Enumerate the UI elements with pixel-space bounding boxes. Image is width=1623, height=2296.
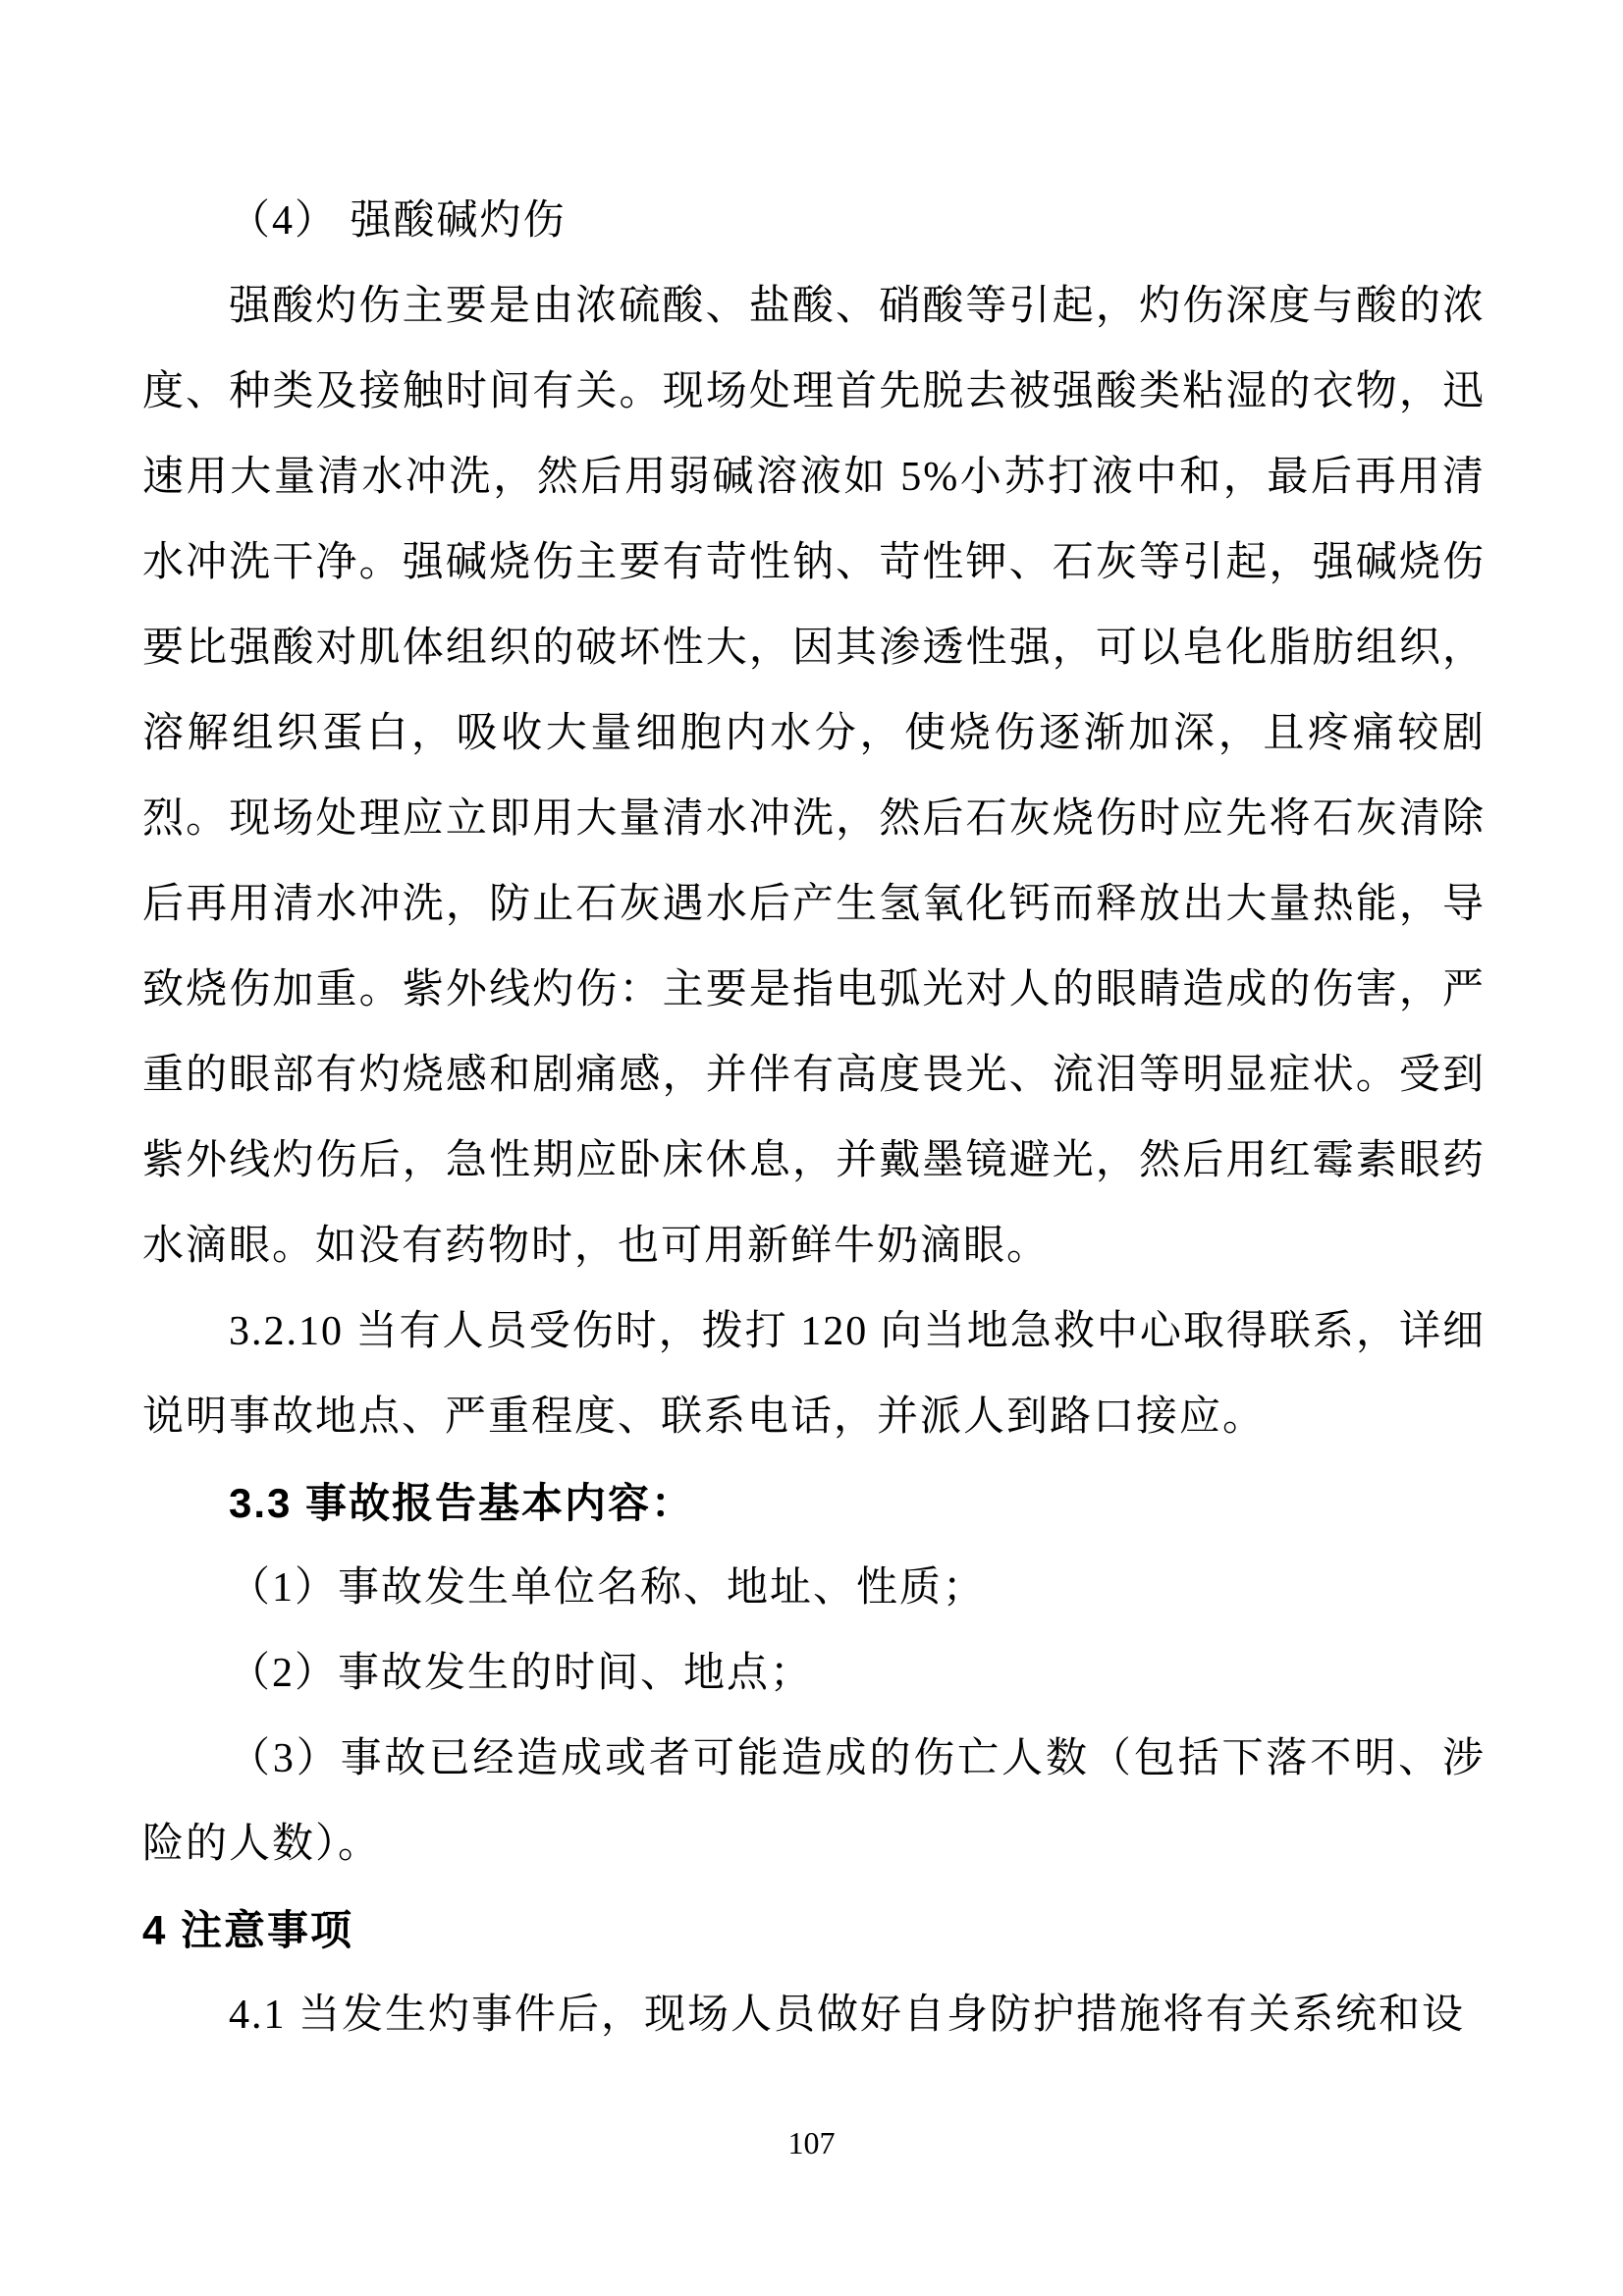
paragraph-4-1-self-protection: 4.1 当发生灼事件后，现场人员做好自身防护措施将有关系统和设 (229, 1993, 1466, 2038)
section-heading-3-3-report-content: 3.3 事故报告基本内容： (229, 1480, 695, 1526)
section-heading-acid-alkali-burn: （4） 强酸碱灼伤 (229, 198, 567, 244)
document-body (142, 179, 1486, 2058)
section-heading-4-notes: 4 注意事项 (142, 1907, 354, 1953)
report-item-1: （1）事故发生单位名称、地址、性质； (229, 1565, 987, 1611)
paragraph-acid-alkali-burn-treatment: 强酸灼伤主要是由浓硫酸、盐酸、硝酸等引起，灼伤深度与酸的浓度、种类及接触时间有关。现场处理首先脱去被强酸类粘湿的衣物，迅速用大量清水冲洗，然后用弱碱溶液如 5%小苏打液中和，最后再用清水冲洗干净。强碱烧伤主要有苛性钠、苛性钾、石灰等引起，强碱烧伤要比强酸对肌体组织的破坏性大，因其渗透性强，可以皂化脂肪组织，溶解组织蛋白，吸收大量细胞内水分，使烧伤逐渐加深，且疼痛较剧烈。现场处理应立即用大量清水冲洗，然后石灰烧伤时应先将石灰清除后再用清水冲洗，防止石灰遇水后产生氢氧化钙而释放出大量热能，导致烧伤加重。紫外线灼伤：主要是指电弧光对人的眼睛造成的伤害，严重的眼部有灼烧感和剧痛感，并伴有高度畏光、流泪等明显症状。受到紫外线灼伤后，急性期应卧床休息，并戴墨镜避光，然后用红霉素眼药水滴眼。如没有药物时，也可用新鲜牛奶滴眼。 (142, 284, 1486, 1269)
page-number: 107 (787, 2125, 836, 2160)
paragraph-3-2-10-call-120: 3.2.10 当有人员受伤时，拨打 120 向当地急救中心取得联系，详细说明事故地点、严重程度、联系电话，并派人到路口接应。 (142, 1309, 1486, 1440)
report-item-2: （2）事故发生的时间、地点； (229, 1651, 814, 1696)
report-item-3: （3）事故已经造成或者可能造成的伤亡人数（包括下落不明、涉险的人数）。 (142, 1736, 1486, 1867)
